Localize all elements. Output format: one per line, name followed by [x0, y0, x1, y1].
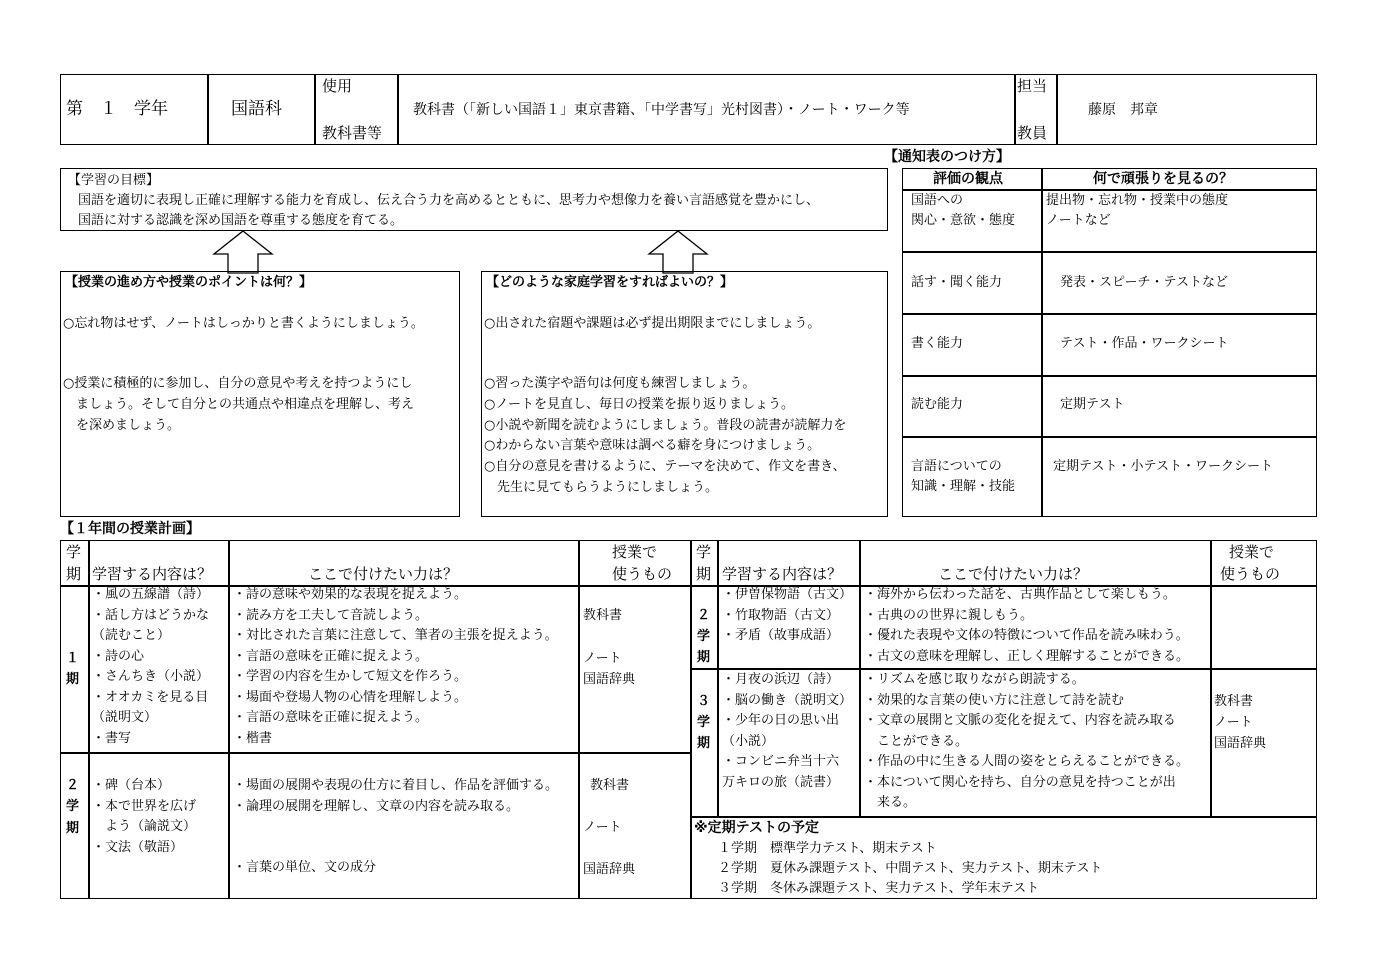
plan-h-skill-r: ここで付けたい力は？ — [938, 565, 1089, 583]
report-aspect-5b: 知識・理解・技能 — [911, 479, 1016, 494]
arrow-up-icon — [212, 230, 274, 274]
plan-title: 【１年間の授業計画】 — [60, 521, 200, 537]
t1-term-2: 期 — [66, 672, 80, 687]
home-study-title: 【どのような家庭学習をすればよいの？】 — [486, 275, 734, 290]
t2-use-1: 教科書 — [590, 778, 630, 793]
home-study-line-3: ○小説や新聞を読むようにしましょう。普段の読書が読解力を — [484, 418, 847, 433]
plan-h-skill: ここで付けたい力は？ — [308, 565, 459, 583]
report-aspect-3: 書く能力 — [911, 336, 964, 351]
goals-title: 【学習の目標】 — [68, 173, 160, 188]
home-study-line-1: ○習った漢字や語句は何度も練習しましょう。 — [484, 376, 756, 391]
class-points-title: 【授業の進め方や授業のポイントは何？】 — [65, 275, 313, 290]
report-col-how: 何で頑張りを見るの？ — [1093, 171, 1233, 187]
report-aspect-1a: 国語への — [911, 193, 964, 208]
report-how-1b: ノートなど — [1046, 213, 1111, 228]
class-points-box — [60, 271, 460, 517]
t3-term-3: 期 — [697, 736, 711, 751]
report-aspect-4: 読む能力 — [911, 397, 964, 412]
t1-use-3: 国語辞典 — [583, 672, 636, 687]
plan-h-use-top-r: 授業で — [1229, 543, 1275, 561]
home-study-line-5: ○自分の意見を書けるように、テーマを決めて、作文を書き、 — [484, 459, 846, 474]
t3-skill: ・リズムを感じ取りながら朗読する。 ・効果的な言葉の使い方に注意して詩を読む ・文章の展開と文脈の変化を捉えて、内容を読み取る ことができる。 ・作品の中に生きる人間の姿をとらえることができる。 ・本について関心を持ち、自分の意見を持つことが出 来る。 — [864, 672, 1190, 810]
report-aspect-5a: 言語についての — [911, 459, 1002, 474]
t3-use-1: 教科書 — [1214, 694, 1254, 709]
arrow-up-icon — [647, 230, 709, 274]
t1-term-1: １ — [66, 651, 80, 666]
plan-h-content: 学習する内容は？ — [92, 565, 213, 583]
tests-line-2: ２学期 夏休み課題テスト、中間テスト、実力テスト、期末テスト — [718, 861, 1103, 876]
teacher-name: 藤原 邦章 — [1088, 102, 1158, 118]
materials-label-top: 使用 — [322, 77, 353, 95]
report-card-title: 【通知表のつけ方】 — [884, 149, 1010, 165]
home-study-line-4: ○わからない言葉や意味は調べる癖を身につけましょう。 — [484, 438, 821, 453]
plan-h-use-top: 授業で — [612, 543, 658, 561]
grade-label: 第 １ 学年 — [66, 99, 168, 119]
plan-h-use-bottom: 使うもの — [612, 565, 673, 583]
materials-label-bottom: 教科書等 — [322, 124, 383, 142]
report-aspect-2: 話す・聞く能力 — [911, 275, 1003, 290]
t1-use-1: 教科書 — [583, 608, 623, 623]
report-col-aspect: 評価の観点 — [933, 171, 1003, 187]
t2-term-3: 期 — [66, 821, 80, 836]
report-how-3: テスト・作品・ワークシート — [1060, 336, 1229, 351]
t2b-term-2: 学 — [697, 629, 711, 644]
t1-content: ・風の五線譜（詩） ・話し方はどうかな （読むこと） ・詩の心 ・さんちき（小説） ・オオカミを見る目 （説明文） ・書写 — [92, 587, 210, 746]
goals-line-2: 国語に対する認識を深め国語を尊重する態度を育てる。 — [78, 213, 404, 228]
t2-term-2: 学 — [66, 799, 80, 814]
tests-line-1: １学期 標準学力テスト、期末テスト — [718, 841, 937, 856]
t2-content: ・碑（台本） ・本で世界を広げ よう（論説文） ・文法（敬語） — [92, 778, 197, 855]
class-points-p2-line3: を深めましょう。 — [63, 418, 181, 433]
teacher-label-bottom: 教員 — [1017, 124, 1048, 142]
t2b-term-3: 期 — [697, 650, 711, 665]
t3-use-2: ノート — [1214, 715, 1253, 730]
plan-h-term-top-r: 学 — [696, 543, 712, 561]
home-study-line-6: 先生に見てもらうようにしましょう。 — [484, 480, 719, 495]
t1-skill: ・詩の意味や効果的な表現を捉えよう。 ・読み方を工夫して音読しよう。 ・対比された言葉に注意して、筆者の主張を捉えよう。 ・言語の意味を正確に捉えよう。 ・学習の内容を生かして短文を作ろう。 ・場面や登場人物の心情を理解しよう。 ・言語の意味を正確に捉えよう。 ・楷書 — [233, 587, 558, 746]
t2-use-3: 国語辞典 — [583, 862, 636, 877]
plan-h-use-bottom-r: 使うもの — [1220, 565, 1281, 583]
home-study-line-2: ○ノートを見直し、毎日の授業を振り返りましょう。 — [484, 397, 794, 412]
report-aspect-1b: 関心・意欲・態度 — [911, 213, 1016, 228]
t3-term-1: ３ — [697, 694, 711, 709]
t1-use-2: ノート — [583, 651, 622, 666]
plan-h-term-top: 学 — [66, 543, 82, 561]
t2-use-2: ノート — [583, 820, 622, 835]
tests-title: ※定期テストの予定 — [694, 820, 820, 836]
materials-value: 教科書（「新しい国語１」東京書籍、「中学書写」光村図書）・ノート・ワーク等 — [413, 102, 910, 118]
t2b-term-1: ２ — [697, 608, 711, 623]
report-how-5: 定期テスト・小テスト・ワークシート — [1053, 459, 1273, 474]
t2-term-1: ２ — [66, 778, 80, 793]
class-points-p1: ○忘れ物はせず、ノートはしっかりと書くようにしましょう。 — [63, 316, 424, 331]
plan-h-content-r: 学習する内容は？ — [722, 565, 843, 583]
home-study-p1: ○出された宿題や課題は必ず提出期限までにしましょう。 — [484, 316, 821, 331]
t2-skill: ・場面の展開や表現の仕方に着目し、作品を評価する。 ・論理の展開を理解し、文章の内容を読み取る。 ・言葉の単位、文の成分 — [233, 778, 559, 875]
subject-label: 国語科 — [231, 99, 282, 119]
tests-line-3: ３学期 冬休み課題テスト、実力テスト、学年末テスト — [718, 881, 1040, 896]
class-points-p2-line2: ましょう。そして自分との共通点や相違点を理解し、考え — [63, 397, 415, 412]
t3-content: ・月夜の浜辺（詩） ・脳の働き（説明文） ・少年の日の思い出 （小説） ・コンビニ弁当十六 万キロの旅（読書） — [722, 672, 853, 790]
plan-h-term-bottom-r: 期 — [696, 565, 712, 583]
report-how-2: 発表・スピーチ・テストなど — [1060, 275, 1228, 290]
goals-line-1: 国語を適切に表現し正確に理解する能力を育成し、伝え合う力を高めるとともに、思考力や想像力を養い言語感覚を豊かにし、 — [78, 193, 820, 208]
t2b-skill: ・海外から伝わった話を、古典作品として楽しもう。 ・古典のの世界に親しもう。 ・優れた表現や文体の特徴について作品を読み味わう。 ・古文の意味を理解し、正しく理解することができる。 — [864, 587, 1190, 664]
report-how-1a: 提出物・忘れ物・授業中の態度 — [1046, 193, 1229, 208]
t2b-content: ・伊曽保物語（古文） ・竹取物語（古文） ・矛盾（故事成語） — [722, 587, 853, 643]
t3-use-3: 国語辞典 — [1214, 736, 1267, 751]
class-points-p2-line1: ○授業に積極的に参加し、自分の意見や考えを持つようにし — [63, 376, 413, 391]
teacher-label-top: 担当 — [1017, 77, 1048, 95]
plan-h-term-bottom: 期 — [66, 565, 82, 583]
t3-term-2: 学 — [697, 715, 711, 730]
report-how-4: 定期テスト — [1060, 397, 1125, 412]
